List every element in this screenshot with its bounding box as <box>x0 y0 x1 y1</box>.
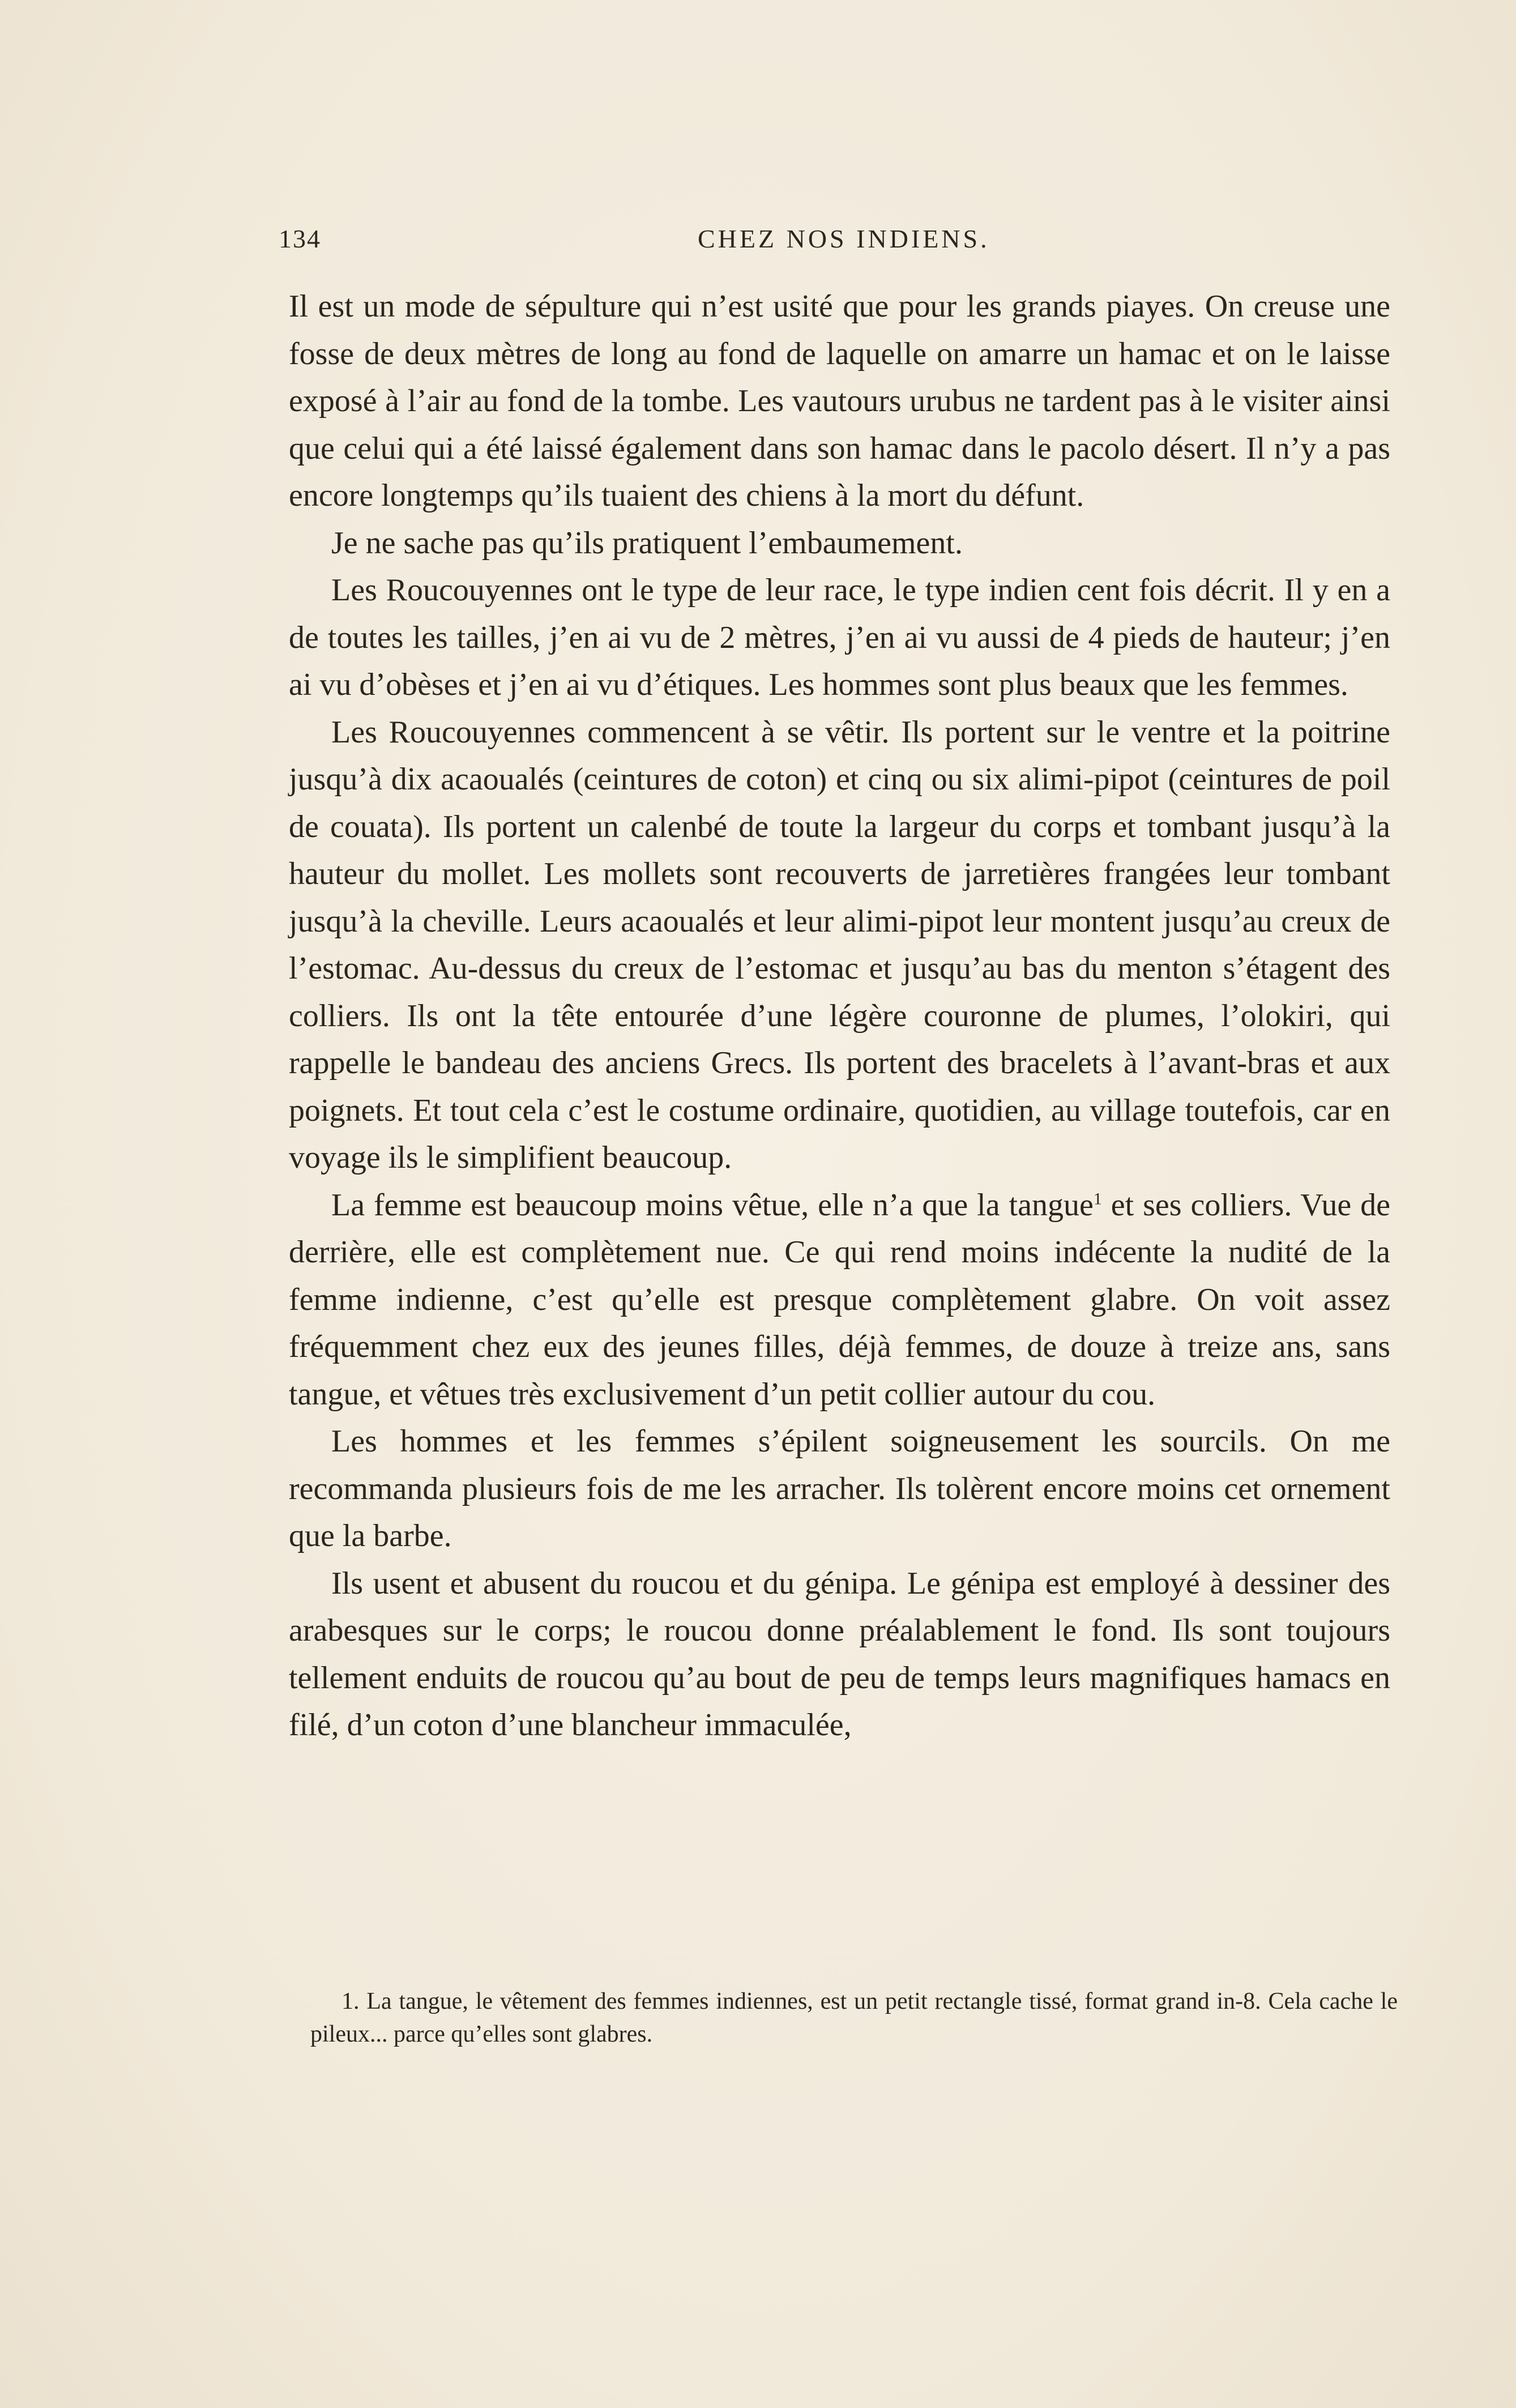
paragraph-type-indien: Les Roucouyennes ont le type de leur race, le type indien cent fois décrit. Il y en a de toutes les tailles, j’en ai vu de 2 mètres, j’en ai vu aussi de 4 pieds de hauteur; j’en ai vu d’obèses et j’en ai vu d’étiques. Les hommes sont plus beaux que les femmes. <box>289 573 1390 702</box>
paragraph-sepulture: Il est un mode de sépulture qui n’est usité que pour les grands piayes. On creuse une fosse de deux mètres de long au fond de laquelle on amarre un hamac et on le laisse exposé à l’air au fond de la tombe. Les vautours urubus ne tardent pas à le visiter ainsi que celui qui a été laissé également dans son hamac dans le pacolo désert. Il n’y a pas encore longtemps qu’ils tuaient des chiens à la mort du défunt. <box>289 289 1390 513</box>
page-number: 134 <box>279 224 321 253</box>
footnote <box>310 1985 1398 2051</box>
body-text <box>289 283 1390 1749</box>
paragraph-sourcils: Les hommes et les femmes s’épilent soigneusement les sourcils. On me recommanda plusieurs fois de me les arracher. Ils tolèrent encore moins cet ornement que la barbe. <box>289 1424 1390 1553</box>
running-title: CHEZ NOS INDIENS. <box>698 224 990 253</box>
paragraph-embaumement: Je ne sache pas qu’ils pratiquent l’embaumement. <box>331 525 963 561</box>
paragraph-costume: Les Roucouyennes commencent à se vêtir. Ils portent sur le ventre et la poitrine jusqu’à dix acaoualés (ceintures de coton) et cinq ou six alimi-pipot (ceintures de poil de couata). Ils portent un calenbé de toute la largeur du corps et tombant jusqu’à la hauteur du mollet. Les mollets sont recouverts de jarretières frangées leur tombant jusqu’à la cheville. Leurs acaoualés et leur alimi-pipot leur montent jusqu’au creux de l’estomac. Au-dessus du creux de l’estomac et jusqu’au bas du menton s’étagent des colliers. Ils ont la tête entourée d’une légère couronne de plumes, l’olokiri, qui rappelle le bandeau des anciens Grecs. Ils portent des bracelets à l’avant-bras et aux poignets. Et tout cela c’est le costume ordinaire, quotidien, au village toutefois, car en voyage ils le simplifient beaucoup. <box>289 714 1390 1175</box>
paragraph-femme-start: La femme est beaucoup moins vêtue, elle n’a que la tangue <box>331 1187 1094 1223</box>
page-header <box>279 224 1411 258</box>
paragraph-femme-rest: et ses colliers. Vue de derrière, elle est complètement nue. Ce qui rend moins indécente la nudité de la femme indienne, c’est qu’elle est presque complètement glabre. On voit assez fréquemment chez eux des jeunes filles, déjà femmes, de douze à treize ans, sans tangue, et vêtues très exclusivement d’un petit collier autour du cou. <box>289 1187 1390 1412</box>
paragraph-roucou: Ils usent et abusent du roucou et du génipa. Le génipa est employé à dessiner des arabesques sur le corps; le roucou donne préalablement le fond. Ils sont toujours tellement enduits de roucou qu’au bout de peu de temps leurs magnifiques hamacs en filé, d’un coton d’une blancheur immaculée, <box>289 1565 1390 1743</box>
footnote-text: 1. La tangue, le vêtement des femmes indiennes, est un petit rectangle tissé, format grand in-8. Cela cache le pileux... parce qu’elles sont glabres. <box>310 1988 1398 2047</box>
paragraph-femme <box>289 1182 1390 1419</box>
footnote-reference: 1 <box>1093 1189 1102 1208</box>
